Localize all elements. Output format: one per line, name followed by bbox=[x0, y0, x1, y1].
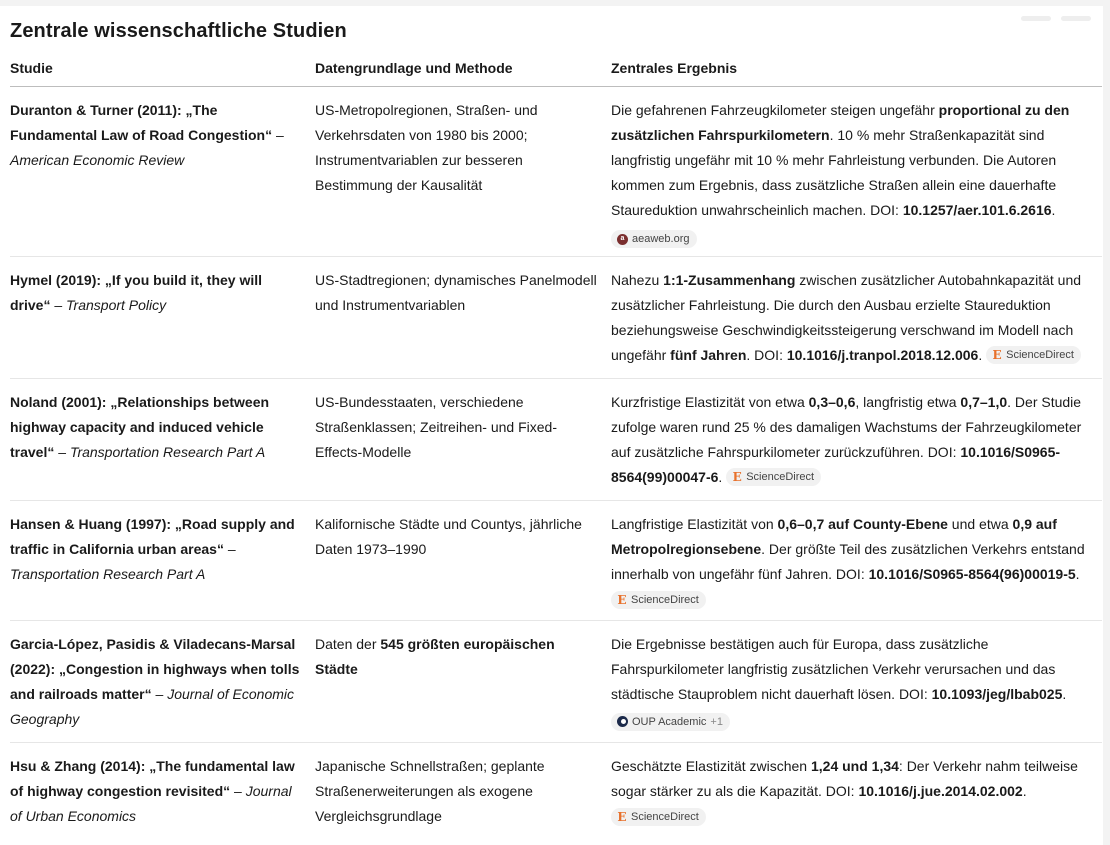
page-title: Zentrale wissenschaftliche Studien bbox=[10, 20, 347, 42]
study-separator: – bbox=[54, 444, 70, 460]
result-text: zwischen zusätzlicher Autobahnkapazität und zusätzlicher Fahrleistung. Die durch den Ausbau erzielte Staureduktion beziehungsweise Geschwindigkeitssteigerung verschwand im Modell nach ungefähr bbox=[611, 272, 1082, 363]
source-extra-count: +1 bbox=[710, 715, 723, 728]
study-cell bbox=[10, 257, 315, 379]
data-method-text: Daten der bbox=[315, 636, 381, 652]
table-header-row bbox=[10, 54, 1102, 87]
result-cell bbox=[611, 257, 1102, 379]
doi: 10.1257/aer.101.6.2616 bbox=[902, 202, 1052, 218]
data-method-highlight: 545 größten europäischen Städte bbox=[315, 636, 555, 677]
source-chip[interactable] bbox=[726, 468, 821, 486]
result-text: . bbox=[1062, 686, 1067, 702]
result-text: : Der Verkehr nahm teilweise sogar stärker zu als die Kapazität. DOI: bbox=[611, 758, 1078, 799]
data-method-cell bbox=[315, 621, 611, 743]
doi: 10.1016/j.jue.2014.02.002 bbox=[858, 783, 1023, 799]
result-cell bbox=[611, 379, 1102, 501]
source-chip[interactable] bbox=[611, 808, 706, 826]
study-cell bbox=[10, 379, 315, 501]
study-separator: – bbox=[230, 783, 246, 799]
result-text: Kurzfristige Elastizität von etwa bbox=[611, 394, 809, 410]
table-row bbox=[10, 501, 1102, 621]
result-highlight: 0,9 auf Metropolregionsebene bbox=[611, 516, 1057, 557]
column-header-data-method: Datengrundlage und Methode bbox=[315, 54, 611, 87]
content-panel bbox=[0, 6, 1103, 845]
column-header-study: Studie bbox=[10, 54, 315, 87]
data-method-cell: Kalifornische Städte und Countys, jährliche Daten 1973–1990 bbox=[315, 501, 611, 621]
result-highlight: 0,7–1,0 bbox=[960, 394, 1008, 410]
result-highlight: proportional zu den zusätzlichen Fahrspurkilometern bbox=[611, 102, 1070, 143]
study-journal: Transportation Research Part A bbox=[10, 566, 206, 582]
study-title: Noland (2001): „Relationships between highway capacity and induced vehicle travel“ bbox=[10, 394, 270, 460]
result-text: . bbox=[1075, 566, 1080, 582]
result-highlight: 1:1-Zusammenhang bbox=[663, 272, 796, 288]
result-text: Nahezu bbox=[611, 272, 664, 288]
result-text: . bbox=[718, 469, 723, 485]
sciencedirect-icon: E bbox=[617, 593, 627, 607]
result-text: . bbox=[1022, 783, 1027, 799]
result-text: Die gefahrenen Fahrzeugkilometer steigen ungefähr bbox=[611, 102, 939, 118]
doi: 10.1093/jeg/lbab025 bbox=[931, 686, 1063, 702]
source-chip[interactable] bbox=[611, 713, 730, 731]
result-cell bbox=[611, 87, 1102, 257]
source-label: ScienceDirect bbox=[631, 594, 699, 606]
result-highlight: 1,24 und 1,34 bbox=[810, 758, 899, 774]
study-cell bbox=[10, 743, 315, 840]
study-title: Garcia-López, Pasidis & Viladecans-Marsal (2022): „Congestion in highways when tolls and railroads matter“ bbox=[10, 636, 300, 702]
top-decoration bbox=[1021, 16, 1091, 21]
study-journal: Transportation Research Part A bbox=[69, 444, 266, 460]
doi: 10.1016/S0965-8564(96)00019-5 bbox=[868, 566, 1076, 582]
column-header-result: Zentrales Ergebnis bbox=[611, 54, 1102, 87]
source-label: ScienceDirect bbox=[1006, 349, 1074, 361]
result-text: . Der größte Teil des zusätzlichen Verkehrs entstand innerhalb von ungefähr fünf Jahren. DOI: bbox=[611, 541, 1085, 582]
oup-icon bbox=[617, 716, 628, 727]
source-label: ScienceDirect bbox=[746, 471, 815, 483]
source-chip[interactable] bbox=[986, 346, 1081, 364]
data-method-cell: US-Bundesstaaten, verschiedene Straßenklassen; Zeitreihen- und Fixed-Effects-Modelle bbox=[315, 379, 611, 501]
result-text: . 10 % mehr Straßenkapazität sind langfristig ungefähr mit 10 % mehr Fahrleistung verbunden. Die Autoren kommen zum Ergebnis, dass zusätzliche Straßen allein eine dauerhafte Staureduktion unwahrscheinlich machen. DOI: bbox=[611, 127, 1057, 218]
study-cell bbox=[10, 87, 315, 257]
result-highlight: 0,3–0,6 bbox=[808, 394, 856, 410]
result-text: . Der Studie zufolge waren rund 25 % des damaligen Wachstums der Fahrzeugkilometer auf zusätzliche Fahrspurkilometer zurückzuführen. DOI: bbox=[611, 394, 1082, 460]
table-row bbox=[10, 621, 1102, 743]
result-highlight: 0,6–0,7 auf County-Ebene bbox=[777, 516, 948, 532]
study-journal: Journal of Urban Economics bbox=[10, 783, 292, 824]
study-journal: American Economic Review bbox=[10, 152, 185, 168]
study-title: Hymel (2019): „If you build it, they will drive“ bbox=[10, 272, 263, 313]
doi: 10.1016/j.tranpol.2018.12.006 bbox=[786, 347, 979, 363]
aea-icon: a bbox=[617, 234, 628, 245]
study-separator: – bbox=[151, 686, 168, 702]
doi: 10.1016/S0965-8564(99)00047-6 bbox=[611, 444, 1061, 485]
sciencedirect-icon: E bbox=[992, 348, 1002, 362]
source-label: ScienceDirect bbox=[631, 811, 699, 823]
table-row bbox=[10, 379, 1102, 501]
sciencedirect-icon: E bbox=[617, 810, 627, 824]
source-label: aeaweb.org bbox=[632, 233, 690, 245]
study-separator: – bbox=[272, 127, 284, 143]
result-text: Die Ergebnisse bestätigen auch für Europa, dass zusätzliche Fahrspurkilometer langfristig zusätzlichen Verkehr verursachen und das städtische Stauproblem nicht dauerhaft lösen. DOI: bbox=[611, 636, 1056, 702]
result-text: . bbox=[1051, 202, 1056, 218]
data-method-cell: US-Stadtregionen; dynamisches Panelmodell und Instrumentvariablen bbox=[315, 257, 611, 379]
result-cell bbox=[611, 501, 1102, 621]
result-cell bbox=[611, 621, 1102, 743]
study-title: Duranton & Turner (2011): „The Fundamental Law of Road Congestion“ bbox=[10, 102, 273, 143]
table-row bbox=[10, 87, 1102, 257]
table-row bbox=[10, 743, 1102, 840]
study-journal: Transport Policy bbox=[66, 297, 167, 313]
study-separator: – bbox=[50, 297, 67, 313]
result-text: Langfristige Elastizität von bbox=[611, 516, 778, 532]
result-text: Geschätzte Elastizität zwischen bbox=[611, 758, 811, 774]
study-journal: Journal of Economic Geography bbox=[10, 686, 295, 727]
source-chip[interactable] bbox=[611, 591, 706, 609]
study-title: Hansen & Huang (1997): „Road supply and traffic in California urban areas“ bbox=[10, 516, 295, 557]
table-row bbox=[10, 257, 1102, 379]
source-label: OUP Academic bbox=[632, 715, 707, 728]
study-cell bbox=[10, 501, 315, 621]
study-separator: – bbox=[223, 541, 236, 557]
result-text: und etwa bbox=[947, 516, 1013, 532]
result-text: . bbox=[978, 347, 983, 363]
study-title: Hsu & Zhang (2014): „The fundamental law of highway congestion revisited“ bbox=[10, 758, 295, 799]
result-cell bbox=[611, 743, 1102, 840]
result-text: . DOI: bbox=[746, 347, 787, 363]
result-highlight: fünf Jahren bbox=[670, 347, 747, 363]
source-chip[interactable] bbox=[611, 230, 697, 248]
data-method-cell: US-Metropolregionen, Straßen- und Verkehrsdaten von 1980 bis 2000; Instrumentvariablen zur besseren Bestimmung der Kausalität bbox=[315, 87, 611, 257]
data-method-cell: Japanische Schnellstraßen; geplante Straßenerweiterungen als exogene Vergleichsgrundlage bbox=[315, 758, 545, 824]
study-cell bbox=[10, 621, 315, 743]
sciencedirect-icon: E bbox=[732, 470, 742, 484]
result-text: , langfristig etwa bbox=[855, 394, 961, 410]
studies-table bbox=[10, 54, 1102, 839]
